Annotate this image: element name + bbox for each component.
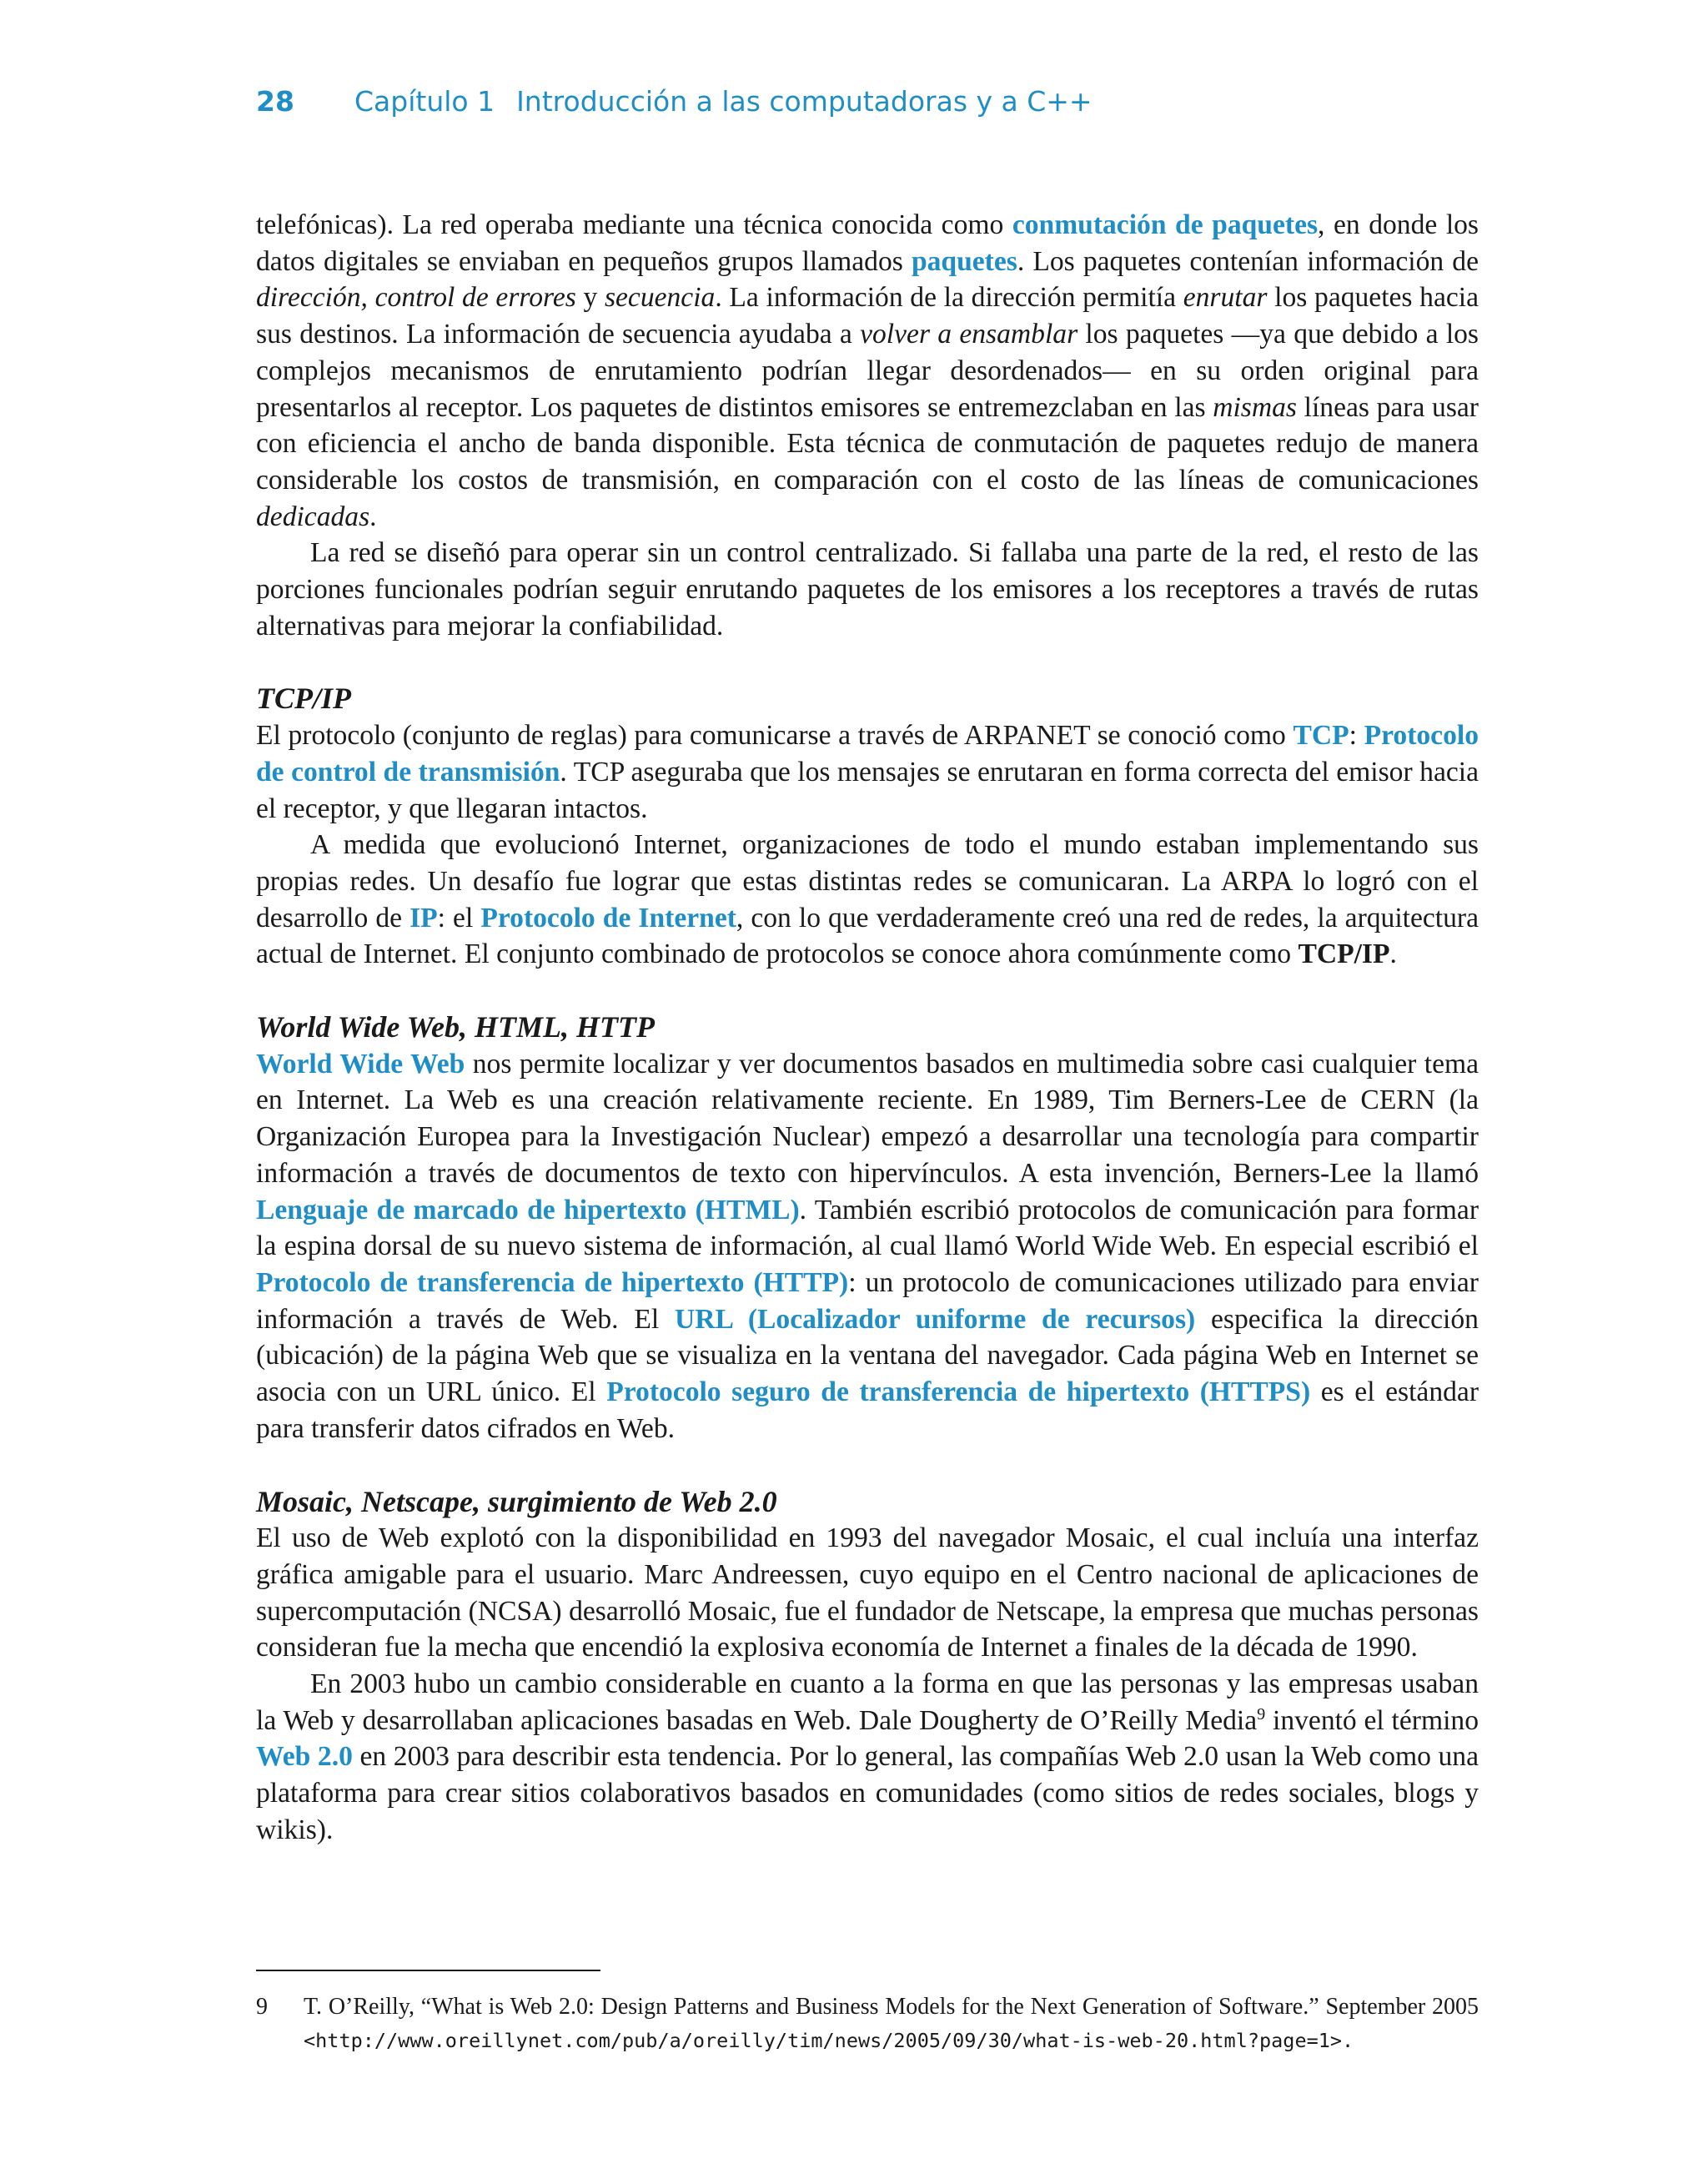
footnote-text: T. O’Reilly, “What is Web 2.0: Design Patterns and Business Models for the Next Generation of Software.” September 2005 <http://www.oreillynet.com/pub/a/oreilly/tim/news/2005/09/30/what-is-web-20.html?page=1>. [304, 1994, 1479, 2052]
key-term-tcp-expansion: Protocolo de control de transmisión [256, 720, 1479, 788]
paragraph-web20: En 2003 hubo un cambio considerable en cuanto a la forma en que las personas y las empresas usaban la Web y desarrollaban aplicaciones basadas en Web. Dale Dougherty de O’Reilly Media$^9$ inventó el término Web 2.0 en 2003 para describir esta tendencia. Por lo general, las compañías Web 2.0 usan la Web como una plataforma para crear sitios colaborativos basados en comunidades (como sitios de redes sociales, blogs y wikis). [256, 1668, 1479, 1845]
heading-mosaic: Mosaic, Netscape, surgimiento de Web 2.0 [256, 1484, 777, 1518]
key-term-www: World Wide Web [256, 1048, 465, 1079]
paragraph-mosaic: El uso de Web explotó con la disponibilidad en 1993 del navegador Mosaic, el cual incluía una interfaz gráfica amigable para el usuario. Marc Andreessen, cuyo equipo en el Centro nacional de aplicaciones de supercomputación (NCSA) desarrolló Mosaic, fue el fundador de Netscape, la empresa que muchas personas consideran fue la mecha que encendió la explosiva economía de Internet a finales de la década de 1990. [256, 1522, 1479, 1663]
chapter-title: Introducción a las computadoras y a C++ [516, 84, 1093, 118]
body-text [256, 207, 1479, 1849]
key-term-ip: IP [409, 902, 438, 933]
key-term-html: Lenguaje de marcado de hipertexto (HTML) [256, 1194, 800, 1225]
footnote-number: 9 [256, 1994, 268, 2020]
heading-tcpip: TCP/IP [256, 682, 351, 716]
term-tcpip: TCP/IP [1298, 939, 1390, 970]
key-term-http: Protocolo de transferencia de hipertexto (HTTP) [256, 1266, 849, 1298]
footnote-ref: 9 [1257, 1704, 1266, 1724]
paragraph-decentralized: La red se diseñó para operar sin un control centralizado. Si fallaba una parte de la red, el resto de las porciones funcionales podrían seguir enrutando paquetes de los emisores a los receptores a través de rutas alternativas para mejorar la confiabilidad. [256, 537, 1479, 642]
heading-www: World Wide Web, HTML, HTTP [256, 1010, 655, 1044]
footnote-url: <http://www.oreillynet.com/pub/a/oreilly/tim/news/2005/09/30/what-is-web-20.html?page=1>. [304, 2029, 1354, 2052]
key-term-conmutacion: conmutación de paquetes [1012, 209, 1319, 240]
paragraph-ip: A medida que evolucionó Internet, organizaciones de todo el mundo estaban implementando sus propias redes. Un desafío fue lograr que estas distintas redes se comunicaran. La ARPA lo logró con el desarrollo de IP: el Protocolo de Internet, con lo que verdaderamente creó una red de redes, la arquitectura actual de Internet. El conjunto combinado de protocolos se conoce ahora comúnmente como TCP/IP. [256, 829, 1479, 970]
key-term-url: URL (Localizador uniforme de recursos) [675, 1303, 1196, 1335]
page-number: 28 [256, 84, 294, 118]
running-head [256, 80, 1093, 122]
key-term-ip-expansion: Protocolo de Internet [480, 902, 736, 933]
key-term-paquetes: paquetes [911, 245, 1017, 277]
chapter-label: Capítulo 1 [354, 84, 495, 118]
key-term-https: Protocolo seguro de transferencia de hipertexto (HTTPS) [606, 1376, 1311, 1408]
key-term-tcp: TCP [1293, 720, 1349, 752]
key-term-web20: Web 2.0 [256, 1741, 353, 1773]
paragraph-www: World Wide Web nos permite localizar y ver documentos basados en multimedia sobre casi cualquier tema en Internet. La Web es una creación relativamente reciente. En 1989, Tim Berners-Lee de CERN (la Organización Europea para la Investigación Nuclear) empezó a desarrollar una tecnología para compartir información a través de documentos de texto con hipervínculos. A esta invención, Berners-Lee la llamó Lenguaje de marcado de hipertexto (HTML). También escribió protocolos de comunicación para formar la espina dorsal de su nuevo sistema de información, al cual llamó World Wide Web. En especial escribió el Protocolo de transferencia de hipertexto (HTTP): un protocolo de comunicaciones utilizado para enviar información a través de Web. El URL (Localizador uniforme de recursos) especifica la dirección (ubicación) de la página Web que se visualiza en la ventana del navegador. Cada página Web en Internet se asocia con un URL único. El Protocolo seguro de transferencia de hipertexto (HTTPS) es el estándar para transferir datos cifrados en Web. [256, 1048, 1479, 1444]
paragraph-tcp: El protocolo (conjunto de reglas) para comunicarse a través de ARPANET se conoció como TCP: Protocolo de control de transmisión. TCP aseguraba que los mensajes se enrutaran en forma correcta del emisor hacia el receptor, y que llegaran intactos. [256, 720, 1479, 824]
paragraph-packet-switching: telefónicas). La red operaba mediante una técnica conocida como conmutación de paquetes, en donde los datos digitales se enviaban en pequeños grupos llamados paquetes. Los paquetes contenían información de dirección, control de errores y secuencia. La información de la dirección permitía enrutar los paquetes hacia sus destinos. La información de secuencia ayudaba a volver a ensamblar los paquetes —ya que debido a los complejos mecanismos de enrutamiento podrían llegar desordenados— en su orden original para presentarlos al receptor. Los paquetes de distintos emisores se entremezclaban en las mismas líneas para usar con eficiencia el ancho de banda disponible. Esta técnica de conmutación de paquetes redujo de manera considerable los costos de transmisión, en comparación con el costo de las líneas de comunicaciones dedicadas. [256, 209, 1479, 532]
footnote-rule [256, 1970, 600, 1971]
footnote [256, 1990, 1479, 2057]
